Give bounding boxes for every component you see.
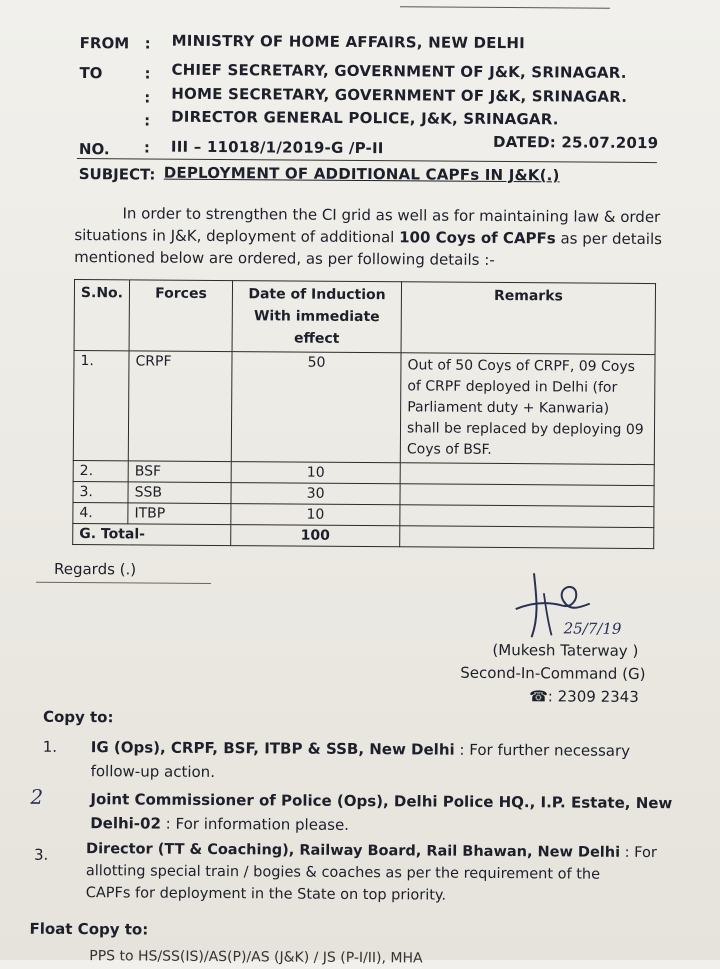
copy-item-3-line-3: CAPFs for deployment in the State on top priority. (85, 885, 447, 904)
row-sno: 4. (73, 503, 128, 524)
total-value: 100 (231, 525, 400, 547)
intro-line-2-bold: 100 Coys of CAPFs (399, 228, 556, 248)
row-remark (400, 484, 654, 507)
regards-rule (36, 582, 211, 584)
no-colon: : (143, 138, 151, 157)
copy-item-1-recipient: IG (Ops), CRPF, BSF, ITBP & SSB, New Delhi (90, 738, 455, 759)
remark-line-2: of CRPF deployed in Delhi (for (407, 378, 618, 396)
copy-item-3-line-2: allotting special train / bogies & coaches as per the requirement of the (85, 863, 601, 883)
from-label: FROM (79, 34, 130, 53)
copy-item-3-recipient: Director (TT & Coaching), Railway Board, Rail Bhawan, New Delhi (86, 841, 621, 861)
copy-item-1-line-2: follow-up action. (90, 762, 216, 782)
table-header-row (74, 280, 655, 355)
row-sno: 2. (73, 461, 128, 482)
float-copy-heading: Float Copy to: (29, 919, 149, 939)
remark-line-4: shall be replaced by deploying 09 (407, 420, 644, 438)
total-remark (400, 526, 654, 549)
table-row (73, 351, 655, 465)
phone-line (529, 687, 639, 706)
row-force: SSB (128, 482, 231, 504)
copy-item-2-recipient: Joint Commissioner of Police (Ops), Delhi Police HQ., I.P. Estate, New (90, 790, 673, 813)
to-recipient-2: HOME SECRETARY, GOVERNMENT OF J&K, SRINAGAR. (171, 84, 628, 106)
to-colon-2: : (144, 88, 151, 107)
to-recipient-3: DIRECTOR GENERAL POLICE, J&K, SRINAGAR. (171, 107, 559, 129)
intro-line-2-c: as per details (555, 229, 663, 249)
copy-item-1-rest: : For further necessary (454, 740, 631, 760)
total-label: G. Total- (73, 524, 231, 546)
copy-item-1 (91, 736, 630, 762)
row-count: 30 (231, 483, 400, 505)
header-rule (77, 158, 657, 163)
col-header-forces: Forces (129, 280, 232, 352)
copy-item-2-line-2-bold: Delhi-02 (90, 814, 161, 833)
file-number: III – 11018/1/2019-G /P-II (170, 137, 384, 158)
copy-item-3-number: 3. (33, 845, 49, 864)
row-sno: 3. (73, 482, 128, 503)
date-header-line-3: effect (293, 330, 340, 347)
intro-line-1: In order to strengthen the CI grid as well as for maintaining law & order (122, 204, 661, 227)
subject-label: SUBJECT: (78, 165, 156, 184)
row-remark (400, 353, 655, 465)
copy-item-2-line-2-rest: : For information please. (160, 814, 350, 834)
col-header-sno: S.No. (74, 280, 130, 351)
signatory-title: Second-In-Command (G) (460, 663, 646, 684)
deployment-table (72, 279, 656, 549)
regards: Regards (.) (53, 559, 137, 579)
copy-item-3-rest: : For (620, 844, 657, 862)
copy-item-1-number: 1. (42, 737, 58, 756)
remark-line-1: Out of 50 Coys of CRPF, 09 Coys (407, 357, 636, 375)
row-force: CRPF (128, 351, 232, 462)
to-label: TO (79, 64, 103, 83)
float-copy-partial-line: PPS to HS/SS(IS)/AS(P)/AS (J&K) / JS (P-I/II), MHA (89, 948, 423, 967)
row-count: 10 (231, 504, 400, 526)
row-count: 50 (231, 352, 401, 463)
table-total-row (73, 524, 654, 549)
intro-line-3: mentioned below are ordered, as per following details :- (74, 248, 495, 269)
to-colon-1: : (144, 64, 151, 83)
phone-icon: ☎: (529, 687, 553, 706)
copy-item-2 (90, 788, 672, 814)
date-header-line-1: Date of Induction (248, 286, 386, 304)
remark-line-5: Coys of BSF. (406, 441, 492, 458)
date-header-line-2: With immediate (253, 308, 380, 326)
intro-line-2-a: situations in J&K, deployment of additional (74, 226, 400, 247)
dated: DATED: 25.07.2019 (492, 132, 659, 153)
to-recipient-1: CHIEF SECRETARY, GOVERNMENT OF J&K, SRINAGAR. (171, 60, 627, 82)
phone-number: 2309 2343 (557, 687, 639, 706)
intro-line-2 (74, 226, 662, 248)
remark-line-3: Parliament duty + Kanwaria) (407, 399, 610, 417)
copy-item-2-line-2 (90, 812, 349, 836)
from-colon: : (144, 34, 151, 53)
row-force: ITBP (128, 503, 231, 525)
col-header-remarks: Remarks (401, 282, 655, 355)
to-colon-3: : (144, 111, 151, 130)
subject-value: DEPLOYMENT OF ADDITIONAL CAPFs IN J&K(.) (163, 163, 560, 185)
copy-to-heading: Copy to: (42, 707, 114, 727)
row-remark (400, 463, 654, 486)
copy-item-2-number: 2 (30, 784, 44, 809)
row-sno: 1. (73, 351, 129, 461)
no-label: NO. (78, 140, 110, 159)
row-force: BSF (128, 461, 231, 483)
signatory-name: (Mukesh Taterway ) (492, 640, 639, 660)
signature-date: 25/7/19 (563, 619, 622, 638)
fax-header-strip (400, 0, 610, 8)
from-value: MINISTRY OF HOME AFFAIRS, NEW DELHI (171, 31, 525, 53)
col-header-date (232, 281, 401, 353)
row-count: 10 (231, 462, 400, 484)
row-remark (400, 505, 654, 528)
